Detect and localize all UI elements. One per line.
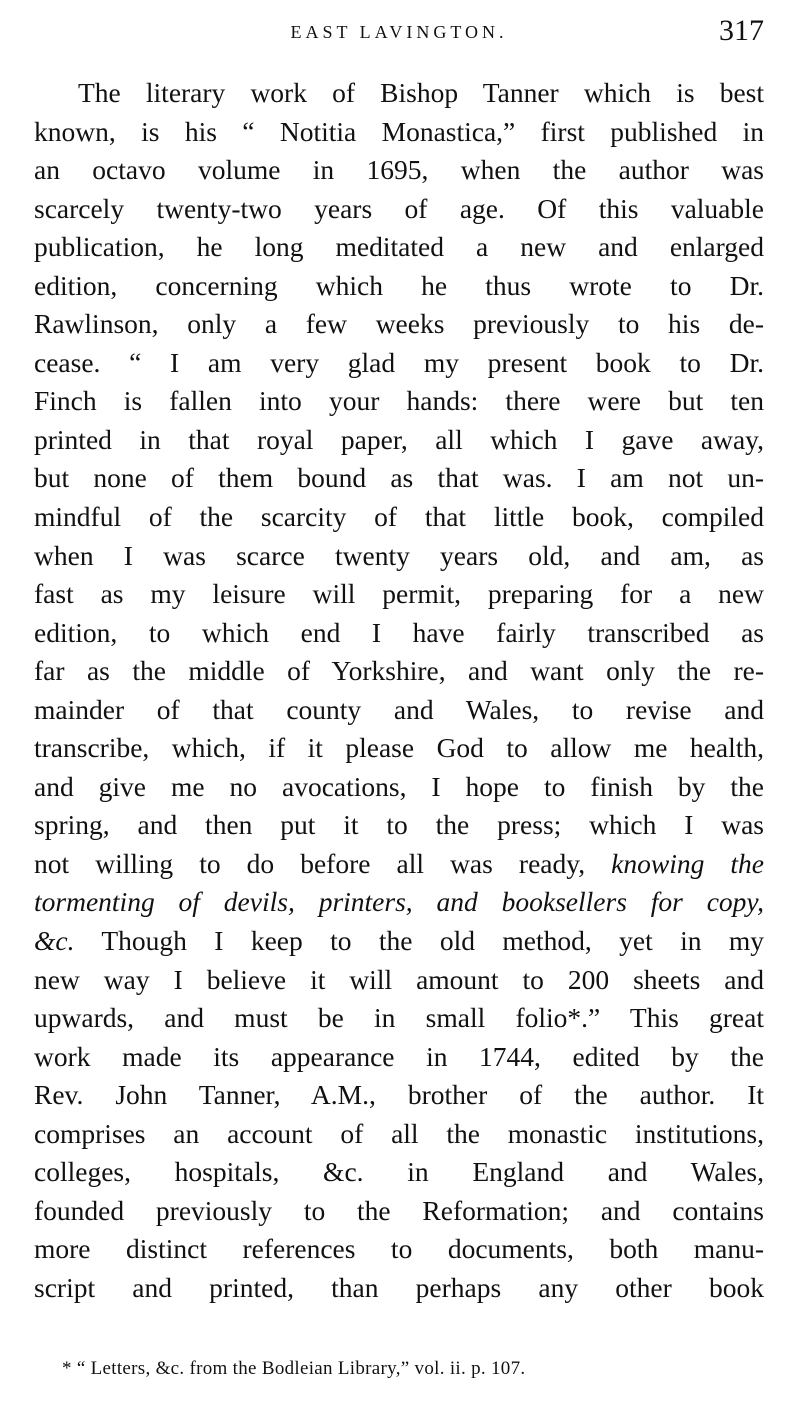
text-line: mainder of that county and Wales, to revise and bbox=[34, 693, 764, 725]
text-segment: Though I keep to the old method, yet in my bbox=[101, 925, 764, 957]
text-line: when I was scarce twenty years old, and am, as bbox=[34, 539, 764, 571]
text-line: an octavo volume in 1695, when the author was bbox=[34, 154, 764, 186]
text-line: Rawlinson, only a few weeks previously to his de- bbox=[34, 308, 764, 340]
text-line: Finch is fallen into your hands: there were but ten bbox=[34, 385, 764, 417]
text-line: publication, he long meditated a new and enlarged bbox=[34, 231, 764, 263]
text-line: script and printed, than perhaps any other book bbox=[34, 1271, 764, 1303]
text-line bbox=[34, 883, 764, 922]
text-line: scarcely twenty-two years of age. Of this valuable bbox=[34, 192, 764, 224]
text-line: known, is his “ Notitia Monastica,” first published in bbox=[34, 115, 764, 147]
text-line bbox=[34, 845, 764, 884]
text-line: edition, to which end I have fairly transcribed as bbox=[34, 616, 764, 648]
running-title: EAST LAVINGTON. bbox=[290, 22, 508, 42]
text-line: more distinct references to documents, both manu- bbox=[34, 1233, 764, 1265]
text-line: spring, and then put it to the press; which I was bbox=[34, 809, 764, 841]
text-line: Rev. John Tanner, A.M., brother of the author. It bbox=[34, 1079, 764, 1111]
text-line: fast as my leisure will permit, preparing for a new bbox=[34, 578, 764, 610]
text-line: new way I believe it will amount to 200 sheets and bbox=[34, 963, 764, 995]
italic-text-segment: tormenting of devils, printers, and booksellers for copy, bbox=[34, 886, 764, 918]
text-line: comprises an account of all the monastic institutions, bbox=[34, 1117, 764, 1149]
text-line: work made its appearance in 1744, edited by the bbox=[34, 1040, 764, 1072]
text-line: upwards, and must be in small folio*.” This great bbox=[34, 1002, 764, 1034]
text-line: founded previously to the Reformation; and contains bbox=[34, 1194, 764, 1226]
body-text bbox=[34, 74, 764, 1308]
text-line bbox=[34, 922, 764, 961]
text-line: mindful of the scarcity of that little book, compiled bbox=[34, 501, 764, 533]
text-line: cease. “ I am very glad my present book to Dr. bbox=[34, 346, 764, 378]
footnote: * “ Letters, &c. from the Bodleian Library,” vol. ii. p. 107. bbox=[62, 1358, 526, 1379]
text-line: edition, concerning which he thus wrote to Dr. bbox=[34, 269, 764, 301]
text-line: transcribe, which, if it please God to allow me health, bbox=[34, 732, 764, 764]
text-line: and give me no avocations, I hope to finish by the bbox=[34, 770, 764, 802]
page-number: 317 bbox=[719, 14, 764, 47]
text-line: colleges, hospitals, &c. in England and Wales, bbox=[34, 1156, 764, 1188]
text-segment: not willing to do before all was ready, bbox=[34, 847, 586, 879]
text-line: The literary work of Bishop Tanner which is best bbox=[78, 77, 764, 108]
text-line: but none of them bound as that was. I am not un- bbox=[34, 462, 764, 494]
text-line: far as the middle of Yorkshire, and want only the re- bbox=[34, 655, 764, 687]
italic-text-segment: knowing the bbox=[611, 847, 765, 879]
running-header bbox=[34, 14, 764, 54]
italic-text-segment: &c. bbox=[34, 925, 75, 957]
text-line: printed in that royal paper, all which I gave away, bbox=[34, 423, 764, 455]
